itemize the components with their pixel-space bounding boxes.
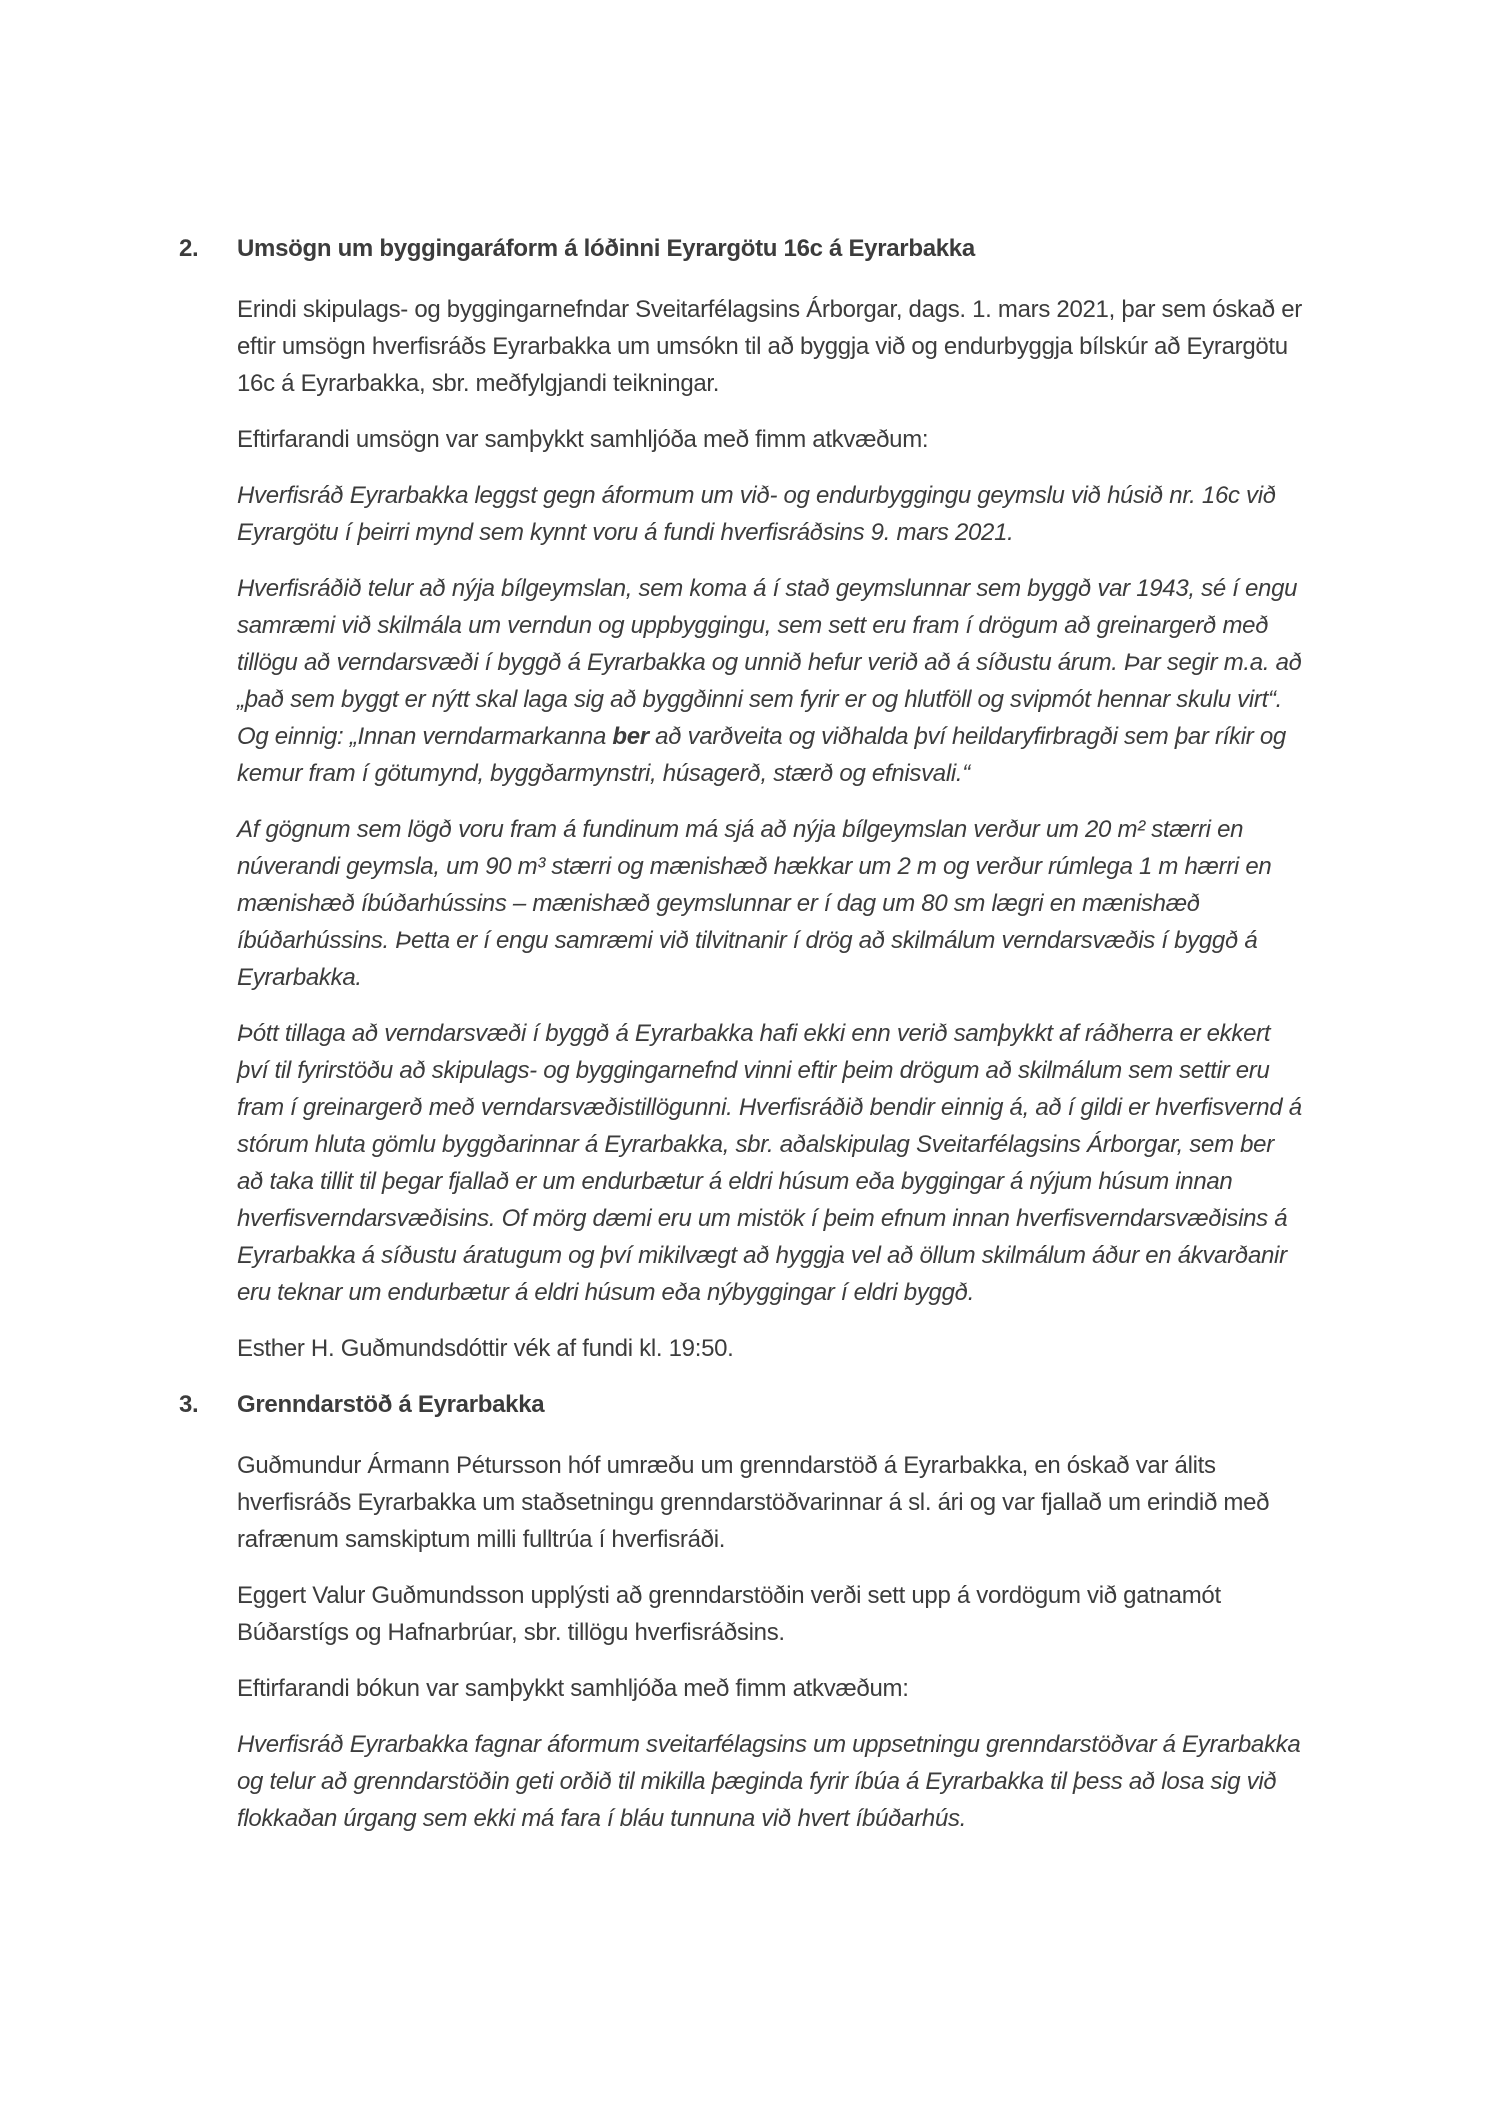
- section-heading: [179, 1386, 1302, 1423]
- section-title: Umsögn um byggingaráform á lóðinni Eyrargötu 16c á Eyrarbakka: [237, 235, 975, 262]
- section-number: 2.: [179, 235, 199, 262]
- text-run: Þótt tillaga að verndarsvæði í byggð á Eyrarbakka hafi ekki enn verið samþykkt af ráðherra er ekkert því til fyrirstöðu að skipulags- og byggingarnefnd vinni eftir þeim drögum að skilmálum sem settir eru fram í greinargerð með verndarsvæðistillögunni. Hverfisráðið bendir einnig á, að í gildi er hverfisvernd á stórum hluta gömlu byggðarinnar á Eyrarbakka, sbr. aðalskipulag Sveitarfélagsins Árborgar, sem ber að taka tillit til þegar fjallað er um endurbætur á eldri húsum eða byggingar á nýjum húsum innan hverfisverndarsvæðisins. Of mörg dæmi eru um mistök í þeim efnum innan hverfisverndarsvæðisins á Eyrarbakka á síðustu áratugum og því mikilvægt að hyggja vel að öllum skilmálum áður en ákvarðanir eru teknar um endurbætur á eldri húsum eða nýbyggingar í eldri byggð.: [237, 1020, 1302, 1306]
- paragraph: [237, 570, 1302, 792]
- paragraph: [237, 1670, 1302, 1707]
- text-run: Erindi skipulags- og byggingarnefndar Sveitarfélagsins Árborgar, dags. 1. mars 2021, þar sem óskað er eftir umsögn hverfisráðs Eyrarbakka um umsókn til að byggja við og endurbyggja bílskúr að Eyrargötu 16c á Eyrarbakka, sbr. meðfylgjandi teikningar.: [237, 296, 1302, 397]
- paragraph: [237, 1330, 1302, 1367]
- text-run: Hverfisráð Eyrarbakka leggst gegn áformum um við- og endurbyggingu geymslu við húsið nr. 16c við Eyrargötu í þeirri mynd sem kynnt voru á fundi hverfisráðsins 9. mars 2021.: [237, 482, 1276, 546]
- text-run: Guðmundur Ármann Pétursson hóf umræðu um grenndarstöð á Eyrarbakka, en óskað var álits hverfisráðs Eyrarbakka um staðsetningu grenndarstöðvarinnar á sl. ári og var fjallað um erindið með rafrænum samskiptum milli fulltrúa í hverfisráði.: [237, 1452, 1270, 1553]
- text-run: Esther H. Guðmundsdóttir vék af fundi kl. 19:50.: [237, 1335, 734, 1362]
- paragraph: [237, 1726, 1302, 1837]
- document-body: [179, 230, 1302, 1837]
- paragraph: [237, 1015, 1302, 1311]
- text-run: Af gögnum sem lögð voru fram á fundinum má sjá að nýja bílgeymslan verður um 20 m² stærri en núverandi geymsla, um 90 m³ stærri og mænishæð hækkar um 2 m og verður rúmlega 1 m hærri en mænishæð íbúðarhússins – mænishæð geymslunnar er í dag um 80 sm lægri en mænishæð íbúðarhússins. Þetta er í engu samræmi við tilvitnanir í drög að skilmálum verndarsvæðis í byggð á Eyrarbakka.: [237, 816, 1272, 991]
- section-heading: [179, 230, 1302, 267]
- text-run: Eftirfarandi bókun var samþykkt samhljóða með fimm atkvæðum:: [237, 1675, 909, 1702]
- section-title: Grenndarstöð á Eyrarbakka: [237, 1391, 545, 1418]
- text-run: að varðveita og viðhalda því heildaryfirbragði sem þar ríkir og kemur fram í götumynd, byggðarmynstri, húsagerð, stærð og efnisvali.“: [237, 723, 1286, 787]
- text-run: Hverfisráðið telur að nýja bílgeymslan, sem koma á í stað geymslunnar sem byggð var 1943, sé í engu samræmi við skilmála um verndun og uppbyggingu, sem sett eru fram í drögum að greinargerð með tillögu að verndarsvæði í byggð á Eyrarbakka og unnið hefur verið að á síðustu árum. Þar segir m.a. að „það sem byggt er nýtt skal laga sig að byggðinni sem fyrir er og hlutföll og svipmót hennar skulu virt“. Og einnig: „Innan verndarmarkanna: [237, 575, 1302, 750]
- text-run: ber: [612, 723, 649, 750]
- paragraph: [237, 477, 1302, 551]
- section-number: 3.: [179, 1391, 199, 1418]
- text-run: Eftirfarandi umsögn var samþykkt samhljóða með fimm atkvæðum:: [237, 426, 929, 453]
- paragraph: [237, 1577, 1302, 1651]
- paragraph: [237, 1447, 1302, 1558]
- paragraph: [237, 421, 1302, 458]
- text-run: Eggert Valur Guðmundsson upplýsti að grenndarstöðin verði sett upp á vordögum við gatnamót Búðarstígs og Hafnarbrúar, sbr. tillögu hverfisráðsins.: [237, 1582, 1221, 1646]
- paragraph: [237, 291, 1302, 402]
- text-run: Hverfisráð Eyrarbakka fagnar áformum sveitarfélagsins um uppsetningu grenndarstöðvar á Eyrarbakka og telur að grenndarstöðin geti orðið til mikilla þæginda fyrir íbúa á Eyrarbakka til þess að losa sig við flokkaðan úrgang sem ekki má fara í bláu tunnuna við hvert íbúðarhús.: [237, 1731, 1301, 1832]
- paragraph: [237, 811, 1302, 996]
